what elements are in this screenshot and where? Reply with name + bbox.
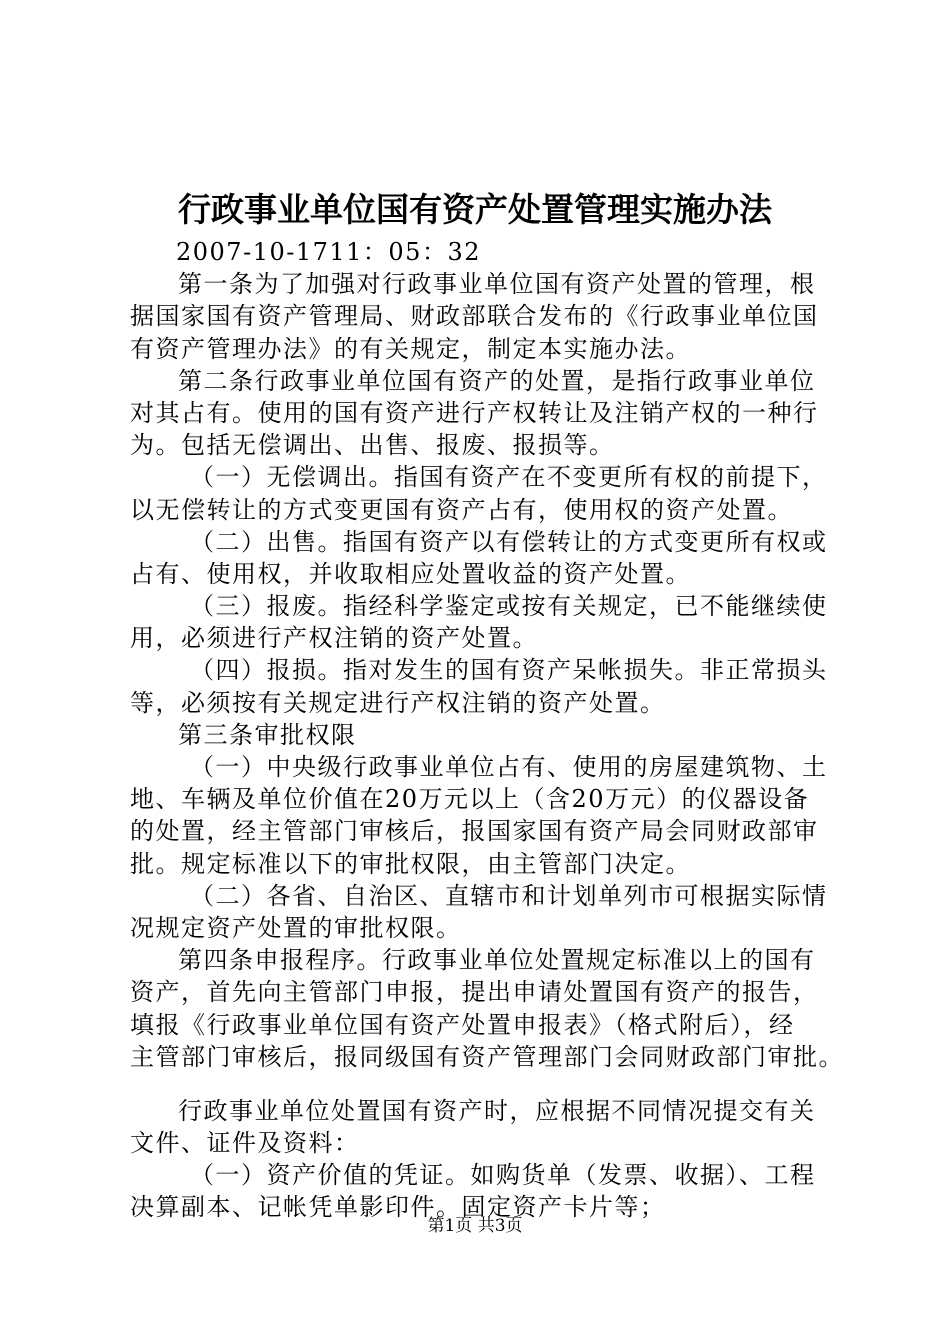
paragraph-line: 地、车辆及单位价值在20万元以上（含20万元）的仪器设备	[130, 785, 810, 814]
paragraph-line: 的处置，经主管部门审核后，报国家国有资产局会同财政部审	[130, 817, 819, 846]
timestamp: 2007-10-1711：05：32	[176, 238, 481, 266]
paragraph-line: 填报《行政事业单位国有资产处置申报表》（格式附后），经	[130, 1010, 795, 1039]
paragraph-line: 决算副本、记帐凭单影印件。固定资产卡片等；	[130, 1193, 666, 1222]
section-heading: 第三条审批权限	[178, 720, 357, 749]
paragraph-line: 对其占有。使用的国有资产进行产权转让及注销产权的一种行	[130, 398, 819, 427]
paragraph-line: （一）无偿调出。指国有资产在不变更所有权的前提下，	[190, 463, 828, 492]
paragraph-line: 以无偿转让的方式变更国有资产占有，使用权的资产处置。	[130, 495, 793, 524]
paragraph-line: （一）中央级行政事业单位占有、使用的房屋建筑物、土	[190, 753, 828, 781]
paragraph-line: 行政事业单位处置国有资产时，应根据不同情况提交有关	[178, 1096, 816, 1125]
paragraph-line: （四）报损。指对发生的国有资产呆帐损失。非正常损头	[190, 656, 828, 685]
paragraph-line: （三）报废。指经科学鉴定或按有关规定，已不能继续使	[190, 592, 828, 621]
paragraph-line: 主管部门审核后，报同级国有资产管理部门会同财政部门审批。	[130, 1042, 844, 1071]
paragraph-spacer	[130, 1073, 850, 1095]
paragraph-line: 等，必须按有关规定进行产权注销的资产处置。	[130, 688, 666, 717]
paragraph-line: （一）资产价值的凭证。如购货单（发票、收据）、工程	[190, 1161, 816, 1190]
document-title: 行政事业单位国有资产处置管理实施办法	[178, 190, 772, 229]
page-footer: 第1页 共3页	[427, 1216, 523, 1236]
paragraph-line: 有资产管理办法》的有关规定，制定本实施办法。	[130, 334, 691, 363]
paragraph-line: 用，必须进行产权注销的资产处置。	[130, 624, 538, 653]
document-body	[130, 236, 850, 1224]
paragraph-line: 为。包括无偿调出、出售、报废、报损等。	[130, 431, 615, 460]
paragraph-line: 批。规定标准以下的审批权限，由主管部门决定。	[130, 849, 691, 878]
paragraph-line: 第二条行政事业单位国有资产的处置，是指行政事业单位	[178, 366, 816, 395]
paragraph-line: 第四条申报程序。行政事业单位处置规定标准以上的国有	[178, 946, 816, 975]
paragraph-line: 第一条为了加强对行政事业单位国有资产处置的管理，根	[178, 270, 816, 299]
paragraph-line: 据国家国有资产管理局、财政部联合发布的《行政事业单位国	[130, 302, 819, 331]
paragraph-line: 占有、使用权，并收取相应处置收益的资产处置。	[130, 559, 691, 588]
paragraph-line: 况规定资产处置的审批权限。	[130, 913, 462, 942]
paragraph-line: 资产，首先向主管部门申报，提出申请处置国有资产的报告，	[130, 978, 819, 1007]
paragraph-line: （二）出售。指国有资产以有偿转让的方式变更所有权或	[190, 527, 828, 556]
paragraph-line: （二）各省、自治区、直辖市和计划单列市可根据实际情	[190, 881, 828, 910]
paragraph-line: 文件、证件及资料：	[130, 1129, 360, 1158]
